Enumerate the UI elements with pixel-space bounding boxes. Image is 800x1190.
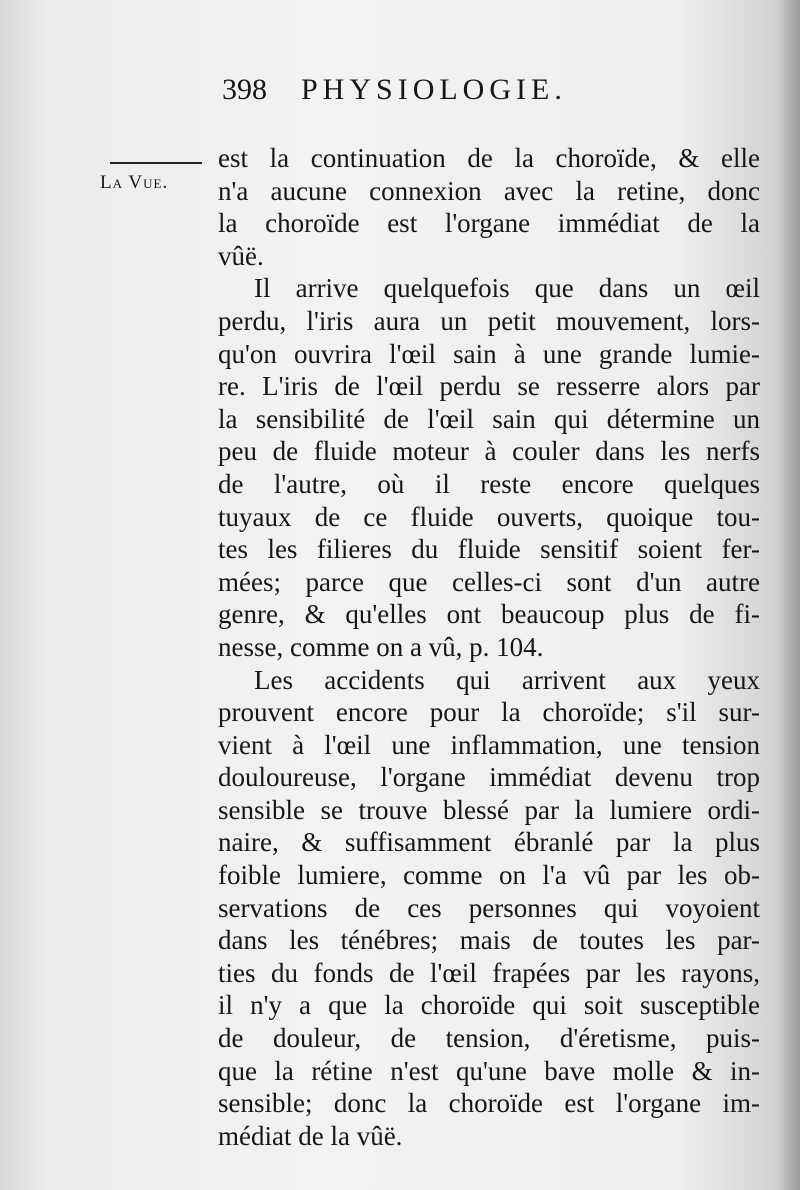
margin-rule (110, 162, 202, 164)
body-text (218, 142, 760, 1152)
text-line: qu'on ouvrira l'œil sain à une grande lumie- (218, 338, 760, 369)
text-line: il n'y a que la choroïde qui soit susceptible (218, 990, 760, 1021)
page-number: 398 (222, 73, 267, 106)
text-line: perdu, l'iris aura un petit mouvement, lors- (218, 305, 760, 336)
text-line: Il arrive quelquefois que dans un œil (254, 273, 760, 304)
margin-note: La Vue. (100, 172, 169, 193)
text-line: tuyaux de ce fluide ouverts, quoique tou- (218, 501, 760, 532)
text-line: la sensibilité de l'œil sain qui détermine un (218, 403, 760, 434)
text-line: médiat de la vûë. (218, 1120, 403, 1151)
text-line: n'a aucune connexion avec la retine, donc (218, 175, 760, 206)
text-line: nesse, comme on a vû, p. 104. (218, 631, 544, 662)
text-line: naire, & suffisamment ébranlé par la plus (218, 827, 760, 858)
text-line: est la continuation de la choroïde, & elle (218, 143, 760, 173)
text-line: vûë. (218, 240, 264, 271)
text-line: que la rétine n'est qu'une bave molle & in- (218, 1055, 760, 1086)
text-line: mées; parce que celles-ci sont d'un autre (218, 566, 760, 597)
text-line: Les accidents qui arrivent aux yeux (254, 664, 760, 695)
text-line: re. L'iris de l'œil perdu se resserre alors par (218, 371, 760, 402)
text-line: tes les filieres du fluide sensitif soient fer- (218, 534, 760, 565)
text-line: de l'autre, où il reste encore quelques (218, 468, 760, 499)
text-line: douloureuse, l'organe immédiat devenu trop (218, 762, 760, 793)
text-line: peu de fluide moteur à couler dans les nerfs (218, 436, 760, 467)
text-line: prouvent encore pour la choroïde; s'il sur- (218, 697, 760, 728)
text-line: foible lumiere, comme on l'a vû par les ob- (218, 860, 760, 891)
text-line: ties du fonds de l'œil frapées par les rayons, (218, 957, 760, 988)
text-line: sensible; donc la choroïde est l'organe im- (218, 1088, 760, 1119)
text-line: genre, & qu'elles ont beaucoup plus de fi- (218, 599, 760, 630)
text-line: de douleur, de tension, d'éretisme, puis- (218, 1023, 760, 1054)
text-line: vient à l'œil une inflammation, une tension (218, 729, 760, 760)
text-line: la choroïde est l'organe immédiat de la (218, 208, 760, 239)
page-header (222, 70, 692, 110)
text-line: servations de ces personnes qui voyoient (218, 892, 760, 923)
text-line: dans les ténébres; mais de toutes les par- (218, 925, 760, 956)
running-head: PHYSIOLOGIE. (301, 73, 567, 106)
text-line: sensible se trouve blessé par la lumiere ordi- (218, 794, 760, 825)
